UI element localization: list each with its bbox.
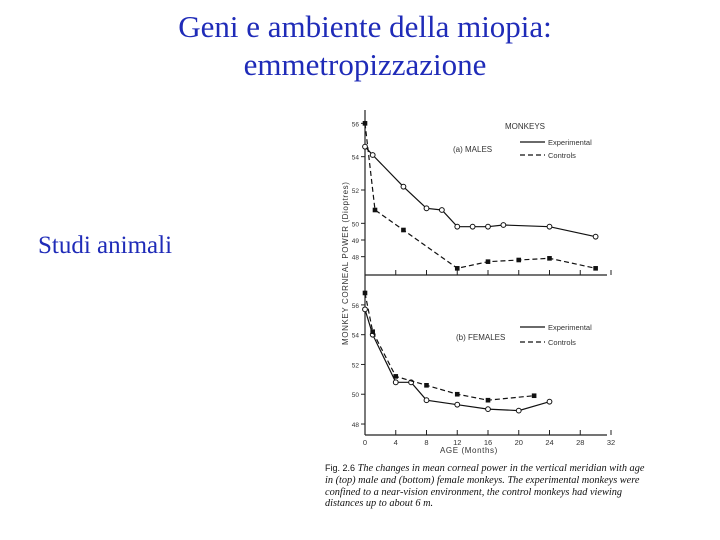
females-panel-title: (b) FEMALES [456, 333, 506, 342]
females-x-tick-label: 28 [576, 438, 585, 447]
females-controls-point [424, 383, 429, 388]
females-experimental-point [455, 402, 460, 407]
males-y-tick-label: 50 [351, 221, 359, 229]
females-experimental-point [363, 307, 368, 312]
females-y-tick-label: 52 [351, 362, 359, 370]
males-panel-title: (a) MALES [453, 145, 493, 154]
slide-title-line-1: Geni e ambiente della miopia: [178, 9, 552, 44]
females-controls-point [393, 374, 398, 379]
males-experimental-point [401, 184, 406, 189]
females-experimental-point [393, 380, 398, 385]
legend-experimental-bottom: Experimental [548, 323, 592, 332]
males-experimental-point [593, 234, 598, 239]
males-controls-point [455, 266, 460, 271]
males-controls-point [401, 228, 406, 233]
figure-caption [325, 463, 645, 510]
slide-title-line-2: emmetropizzazione [243, 47, 487, 82]
females-x-tick-label: 4 [393, 438, 398, 447]
males-y-tick-label: 52 [351, 188, 359, 195]
males-experimental-point [501, 223, 506, 228]
males-panel [352, 121, 611, 275]
x-axis-label: AGE (Months) [440, 446, 498, 455]
males-y-tick-label: 48 [351, 254, 359, 262]
legend-controls-top: Controls [548, 151, 576, 160]
side-label: Studi animali [38, 232, 173, 259]
y-axis-label: MONKEY CORNEAL POWER (Dioptres) [341, 181, 350, 345]
males-y-tick-label: 56 [351, 121, 359, 129]
males-experimental-point [424, 206, 429, 211]
females-y-tick-label: 56 [351, 302, 359, 310]
corneal-power-figure [335, 105, 635, 457]
females-x-tick-label: 24 [545, 438, 554, 447]
males-experimental-point [455, 224, 460, 229]
figure-header: MONKEYS [505, 122, 546, 131]
legend-controls-bottom: Controls [548, 338, 576, 347]
figure-number: Fig. 2.6 [325, 463, 356, 473]
slide-title [60, 8, 670, 84]
males-experimental-line [365, 147, 596, 237]
females-x-tick-label: 12 [453, 438, 462, 447]
females-controls-point [370, 329, 375, 334]
females-y-tick-label: 48 [351, 422, 359, 430]
females-panel [352, 291, 615, 447]
legend-experimental-top: Experimental [548, 138, 592, 147]
males-experimental-point [547, 224, 552, 229]
females-x-tick-label: 32 [606, 438, 616, 447]
females-x-tick-label: 20 [514, 438, 523, 447]
males-experimental-point [470, 224, 475, 229]
males-y-tick-label: 49 [351, 238, 359, 245]
males-controls-point [593, 266, 598, 271]
females-controls-point [363, 291, 368, 296]
females-controls-line [365, 293, 534, 400]
females-controls-point [532, 393, 537, 398]
males-controls-point [486, 259, 491, 264]
females-experimental-point [547, 399, 552, 404]
males-experimental-point [486, 224, 491, 229]
females-y-tick-label: 50 [351, 392, 359, 400]
males-experimental-point [363, 144, 368, 149]
figure-caption-text: The changes in mean corneal power in the vertical meridian with age in (top) male and (bottom) female monkeys. The experimental monkeys were confined to a near-vision environment, the control monkeys had viewing distances up to about 6 m. [325, 463, 645, 510]
males-controls-point [373, 208, 378, 213]
females-x-tick-label: 8 [424, 438, 429, 447]
females-controls-point [455, 392, 460, 397]
females-experimental-point [424, 398, 429, 403]
females-x-tick-label: 16 [483, 438, 493, 447]
females-controls-point [486, 398, 491, 403]
males-y-tick-label: 54 [351, 154, 359, 162]
males-controls-point [516, 258, 521, 263]
males-controls-point [363, 121, 368, 126]
males-experimental-point [370, 153, 375, 158]
females-y-tick-label: 54 [351, 332, 359, 340]
females-experimental-point [486, 407, 491, 412]
males-controls-point [547, 256, 552, 261]
females-experimental-point [516, 408, 521, 413]
females-x-tick-label: 0 [362, 438, 368, 447]
males-experimental-point [439, 208, 444, 213]
